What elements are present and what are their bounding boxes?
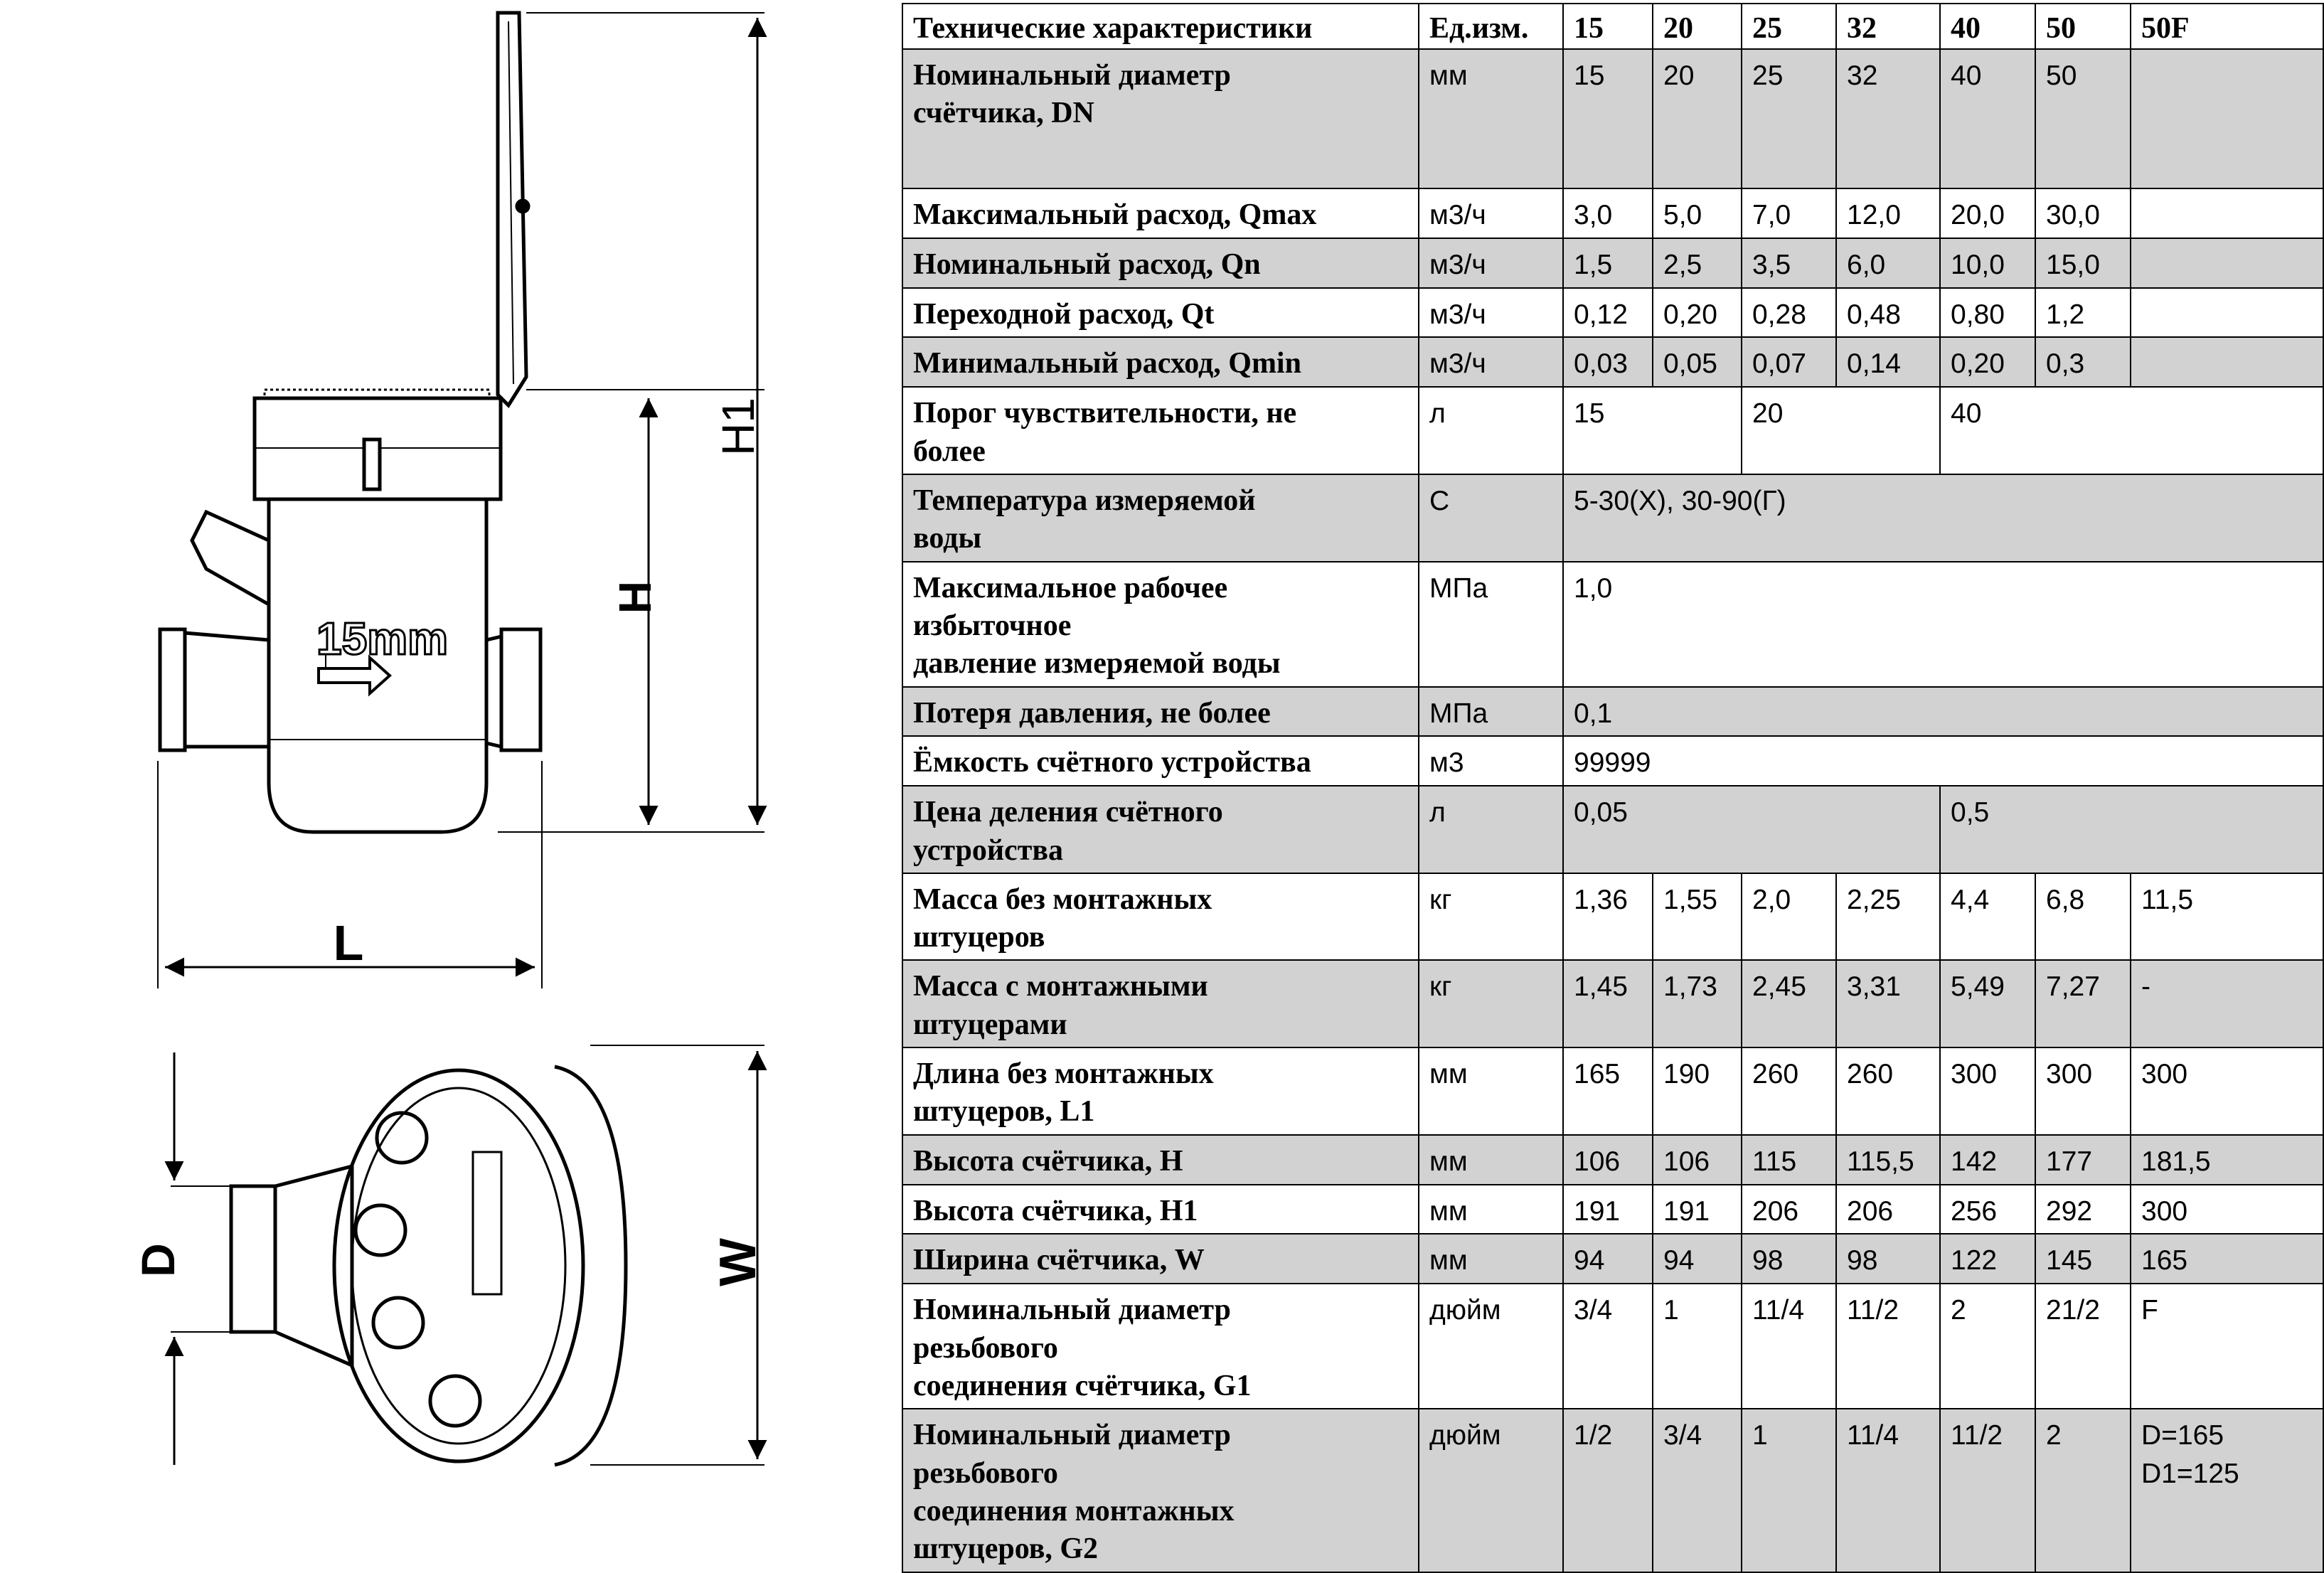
row-value: 20 [1742, 387, 1940, 474]
row-value [2131, 288, 2323, 338]
row-unit: дюйм [1419, 1409, 1563, 1572]
row-value: 300 [2131, 1185, 2323, 1235]
row-value: 3,5 [1742, 238, 1836, 288]
row-value: 0,05 [1563, 786, 1940, 873]
table-row [902, 960, 2323, 1047]
row-unit: дюйм [1419, 1284, 1563, 1409]
row-parameter: Высота счётчика, H1 [902, 1185, 1419, 1235]
row-parameter: Минимальный расход, Qmin [902, 337, 1419, 387]
row-value: 15,0 [2035, 238, 2131, 288]
row-value: - [2131, 960, 2323, 1047]
row-value: 206 [1836, 1185, 1940, 1235]
row-value: 25 [1742, 49, 1836, 188]
header-dn-50: 50 [2035, 4, 2131, 49]
row-value: 99999 [1563, 736, 2323, 786]
dim-l-label: L [333, 915, 364, 971]
row-value: 165 [1563, 1047, 1653, 1135]
row-unit: м3/ч [1419, 337, 1563, 387]
row-value: 260 [1836, 1047, 1940, 1135]
row-value: 11/2 [1940, 1409, 2035, 1572]
row-value: 206 [1742, 1185, 1836, 1235]
row-value: 292 [2035, 1185, 2131, 1235]
header-row [902, 4, 2323, 49]
row-value: 0,07 [1742, 337, 1836, 387]
row-unit: м3/ч [1419, 288, 1563, 338]
row-value [2131, 337, 2323, 387]
row-value: 122 [1940, 1234, 2035, 1284]
table-row [902, 474, 2323, 562]
row-unit: мм [1419, 1234, 1563, 1284]
table-row [902, 337, 2323, 387]
row-value: 20,0 [1940, 188, 2035, 238]
row-value: 1,5 [1563, 238, 1653, 288]
row-value: 0,20 [1653, 288, 1742, 338]
row-value: 165 [2131, 1234, 2323, 1284]
row-value: 191 [1563, 1185, 1653, 1235]
row-value: 1,55 [1653, 873, 1742, 961]
row-value: 5,0 [1653, 188, 1742, 238]
row-value: 177 [2035, 1135, 2131, 1185]
header-parameter: Технические характеристики [902, 4, 1419, 49]
row-value: 2 [2035, 1409, 2131, 1572]
row-value: 2,45 [1742, 960, 1836, 1047]
row-value: 0,5 [1940, 786, 2323, 873]
row-value: 3,0 [1563, 188, 1653, 238]
row-value: 300 [2131, 1047, 2323, 1135]
row-unit: м3/ч [1419, 238, 1563, 288]
row-parameter: Масса без монтажных штуцеров [902, 873, 1419, 961]
row-value: 142 [1940, 1135, 2035, 1185]
row-value: D=165 D1=125 [2131, 1409, 2323, 1572]
table-row [902, 1185, 2323, 1235]
row-value: 98 [1836, 1234, 1940, 1284]
row-value: 50 [2035, 49, 2131, 188]
row-value: 145 [2035, 1234, 2131, 1284]
row-value: 40 [1940, 49, 2035, 188]
row-value: 115,5 [1836, 1135, 1940, 1185]
row-value: 11,5 [2131, 873, 2323, 961]
row-value: 106 [1653, 1135, 1742, 1185]
row-value: 7,27 [2035, 960, 2131, 1047]
row-value: 20 [1653, 49, 1742, 188]
row-value: 256 [1940, 1185, 2035, 1235]
row-value: 11/2 [1836, 1284, 1940, 1409]
row-value: 4,4 [1940, 873, 2035, 961]
row-value: 98 [1742, 1234, 1836, 1284]
row-parameter: Номинальный расход, Qn [902, 238, 1419, 288]
row-unit: кг [1419, 873, 1563, 961]
dim-h1-label: H1 [713, 398, 764, 456]
row-value: 190 [1653, 1047, 1742, 1135]
row-unit: мм [1419, 1047, 1563, 1135]
table-body [902, 49, 2323, 1572]
row-value: 0,05 [1653, 337, 1742, 387]
row-value: 1/2 [1563, 1409, 1653, 1572]
row-unit: кг [1419, 960, 1563, 1047]
table-row [902, 687, 2323, 737]
side-view [160, 13, 540, 832]
row-value: 5,49 [1940, 960, 2035, 1047]
row-unit: л [1419, 786, 1563, 873]
row-unit: МПа [1419, 687, 1563, 737]
row-value: 6,0 [1836, 238, 1940, 288]
row-value: 0,03 [1563, 337, 1653, 387]
row-value: 2,0 [1742, 873, 1836, 961]
specifications-table [902, 3, 2324, 1573]
row-value [2131, 188, 2323, 238]
row-unit: МПа [1419, 562, 1563, 687]
row-value: 6,8 [2035, 873, 2131, 961]
top-view [231, 1067, 626, 1465]
row-value: 0,1 [1563, 687, 2323, 737]
row-unit: мм [1419, 49, 1563, 188]
table-row [902, 288, 2323, 338]
dim-h-label: H [609, 580, 661, 614]
row-parameter: Высота счётчика, H [902, 1135, 1419, 1185]
row-value: 94 [1653, 1234, 1742, 1284]
row-unit: м3 [1419, 736, 1563, 786]
row-value: 0,80 [1940, 288, 2035, 338]
row-value: 260 [1742, 1047, 1836, 1135]
row-parameter: Длина без монтажных штуцеров, L1 [902, 1047, 1419, 1135]
row-unit: мм [1419, 1135, 1563, 1185]
header-unit: Ед.изм. [1419, 4, 1563, 49]
row-parameter: Номинальный диаметр резьбового соединения монтажных штуцеров, G2 [902, 1409, 1419, 1572]
table-row [902, 387, 2323, 474]
row-value: 106 [1563, 1135, 1653, 1185]
row-value: 115 [1742, 1135, 1836, 1185]
row-value: 181,5 [2131, 1135, 2323, 1185]
row-value: 3/4 [1653, 1409, 1742, 1572]
header-dn-25: 25 [1742, 4, 1836, 49]
row-parameter: Порог чувствительности, не более [902, 387, 1419, 474]
row-value: 1 [1653, 1284, 1742, 1409]
table-row [902, 188, 2323, 238]
row-value: 15 [1563, 49, 1653, 188]
row-value: 32 [1836, 49, 1940, 188]
water-meter-drawing [0, 0, 896, 1488]
row-value: 0,3 [2035, 337, 2131, 387]
header-dn-40: 40 [1940, 4, 2035, 49]
row-value: 300 [2035, 1047, 2131, 1135]
row-parameter: Номинальный диаметр резьбового соединения счётчика, G1 [902, 1284, 1419, 1409]
row-value: 3,31 [1836, 960, 1940, 1047]
row-value: 2,5 [1653, 238, 1742, 288]
header-dn-32: 32 [1836, 4, 1940, 49]
row-value: 0,12 [1563, 288, 1653, 338]
row-value: 191 [1653, 1185, 1742, 1235]
row-parameter: Переходной расход, Qt [902, 288, 1419, 338]
row-parameter: Номинальный диаметр счётчика, DN [902, 49, 1419, 188]
row-value: 0,20 [1940, 337, 2035, 387]
row-value: 1,36 [1563, 873, 1653, 961]
row-value: 1,2 [2035, 288, 2131, 338]
row-value [2131, 238, 2323, 288]
table-row [902, 873, 2323, 961]
row-parameter: Потеря давления, не более [902, 687, 1419, 737]
table-row [902, 1409, 2323, 1572]
table-row [902, 49, 2323, 188]
row-parameter: Ширина счётчика, W [902, 1234, 1419, 1284]
row-value: 5-30(Х), 30-90(Г) [1563, 474, 2323, 562]
row-value: 300 [1940, 1047, 2035, 1135]
header-dn-20: 20 [1653, 4, 1742, 49]
row-unit: С [1419, 474, 1563, 562]
row-value: 15 [1563, 387, 1742, 474]
row-value: 1,0 [1563, 562, 2323, 687]
table-row [902, 562, 2323, 687]
row-value: 1,45 [1563, 960, 1653, 1047]
row-value: 12,0 [1836, 188, 1940, 238]
row-value: 1 [1742, 1409, 1836, 1572]
row-unit: л [1419, 387, 1563, 474]
row-unit: мм [1419, 1185, 1563, 1235]
row-value: 94 [1563, 1234, 1653, 1284]
table-row [902, 238, 2323, 288]
table-row [902, 1135, 2323, 1185]
row-value: 1,73 [1653, 960, 1742, 1047]
table-row [902, 1284, 2323, 1409]
row-value: 30,0 [2035, 188, 2131, 238]
row-value: 21/2 [2035, 1284, 2131, 1409]
row-parameter: Температура измеряемой воды [902, 474, 1419, 562]
row-parameter: Ёмкость счётного устройства [902, 736, 1419, 786]
row-value: 7,0 [1742, 188, 1836, 238]
table-row [902, 736, 2323, 786]
table-row [902, 786, 2323, 873]
header-dn-50f: 50F [2131, 4, 2323, 49]
row-value: 0,48 [1836, 288, 1940, 338]
dim-w-label: W [710, 1238, 767, 1286]
dim-d-label: D [132, 1243, 184, 1277]
row-parameter: Цена деления счётного устройства [902, 786, 1419, 873]
body-size-label: 15mm [316, 613, 448, 664]
row-value: 2,25 [1836, 873, 1940, 961]
row-value: 40 [1940, 387, 2323, 474]
row-value [2131, 49, 2323, 188]
row-value: 10,0 [1940, 238, 2035, 288]
header-dn-15: 15 [1563, 4, 1653, 49]
row-value: 0,14 [1836, 337, 1940, 387]
row-value: 2 [1940, 1284, 2035, 1409]
row-parameter: Максимальное рабочее избыточное давление измеряемой воды [902, 562, 1419, 687]
row-parameter: Масса с монтажными штуцерами [902, 960, 1419, 1047]
table-row [902, 1047, 2323, 1135]
row-value: 0,28 [1742, 288, 1836, 338]
row-value: 11/4 [1742, 1284, 1836, 1409]
row-value: F [2131, 1284, 2323, 1409]
table-row [902, 1234, 2323, 1284]
row-value: 11/4 [1836, 1409, 1940, 1572]
row-value: 3/4 [1563, 1284, 1653, 1409]
row-parameter: Максимальный расход, Qmax [902, 188, 1419, 238]
row-unit: м3/ч [1419, 188, 1563, 238]
